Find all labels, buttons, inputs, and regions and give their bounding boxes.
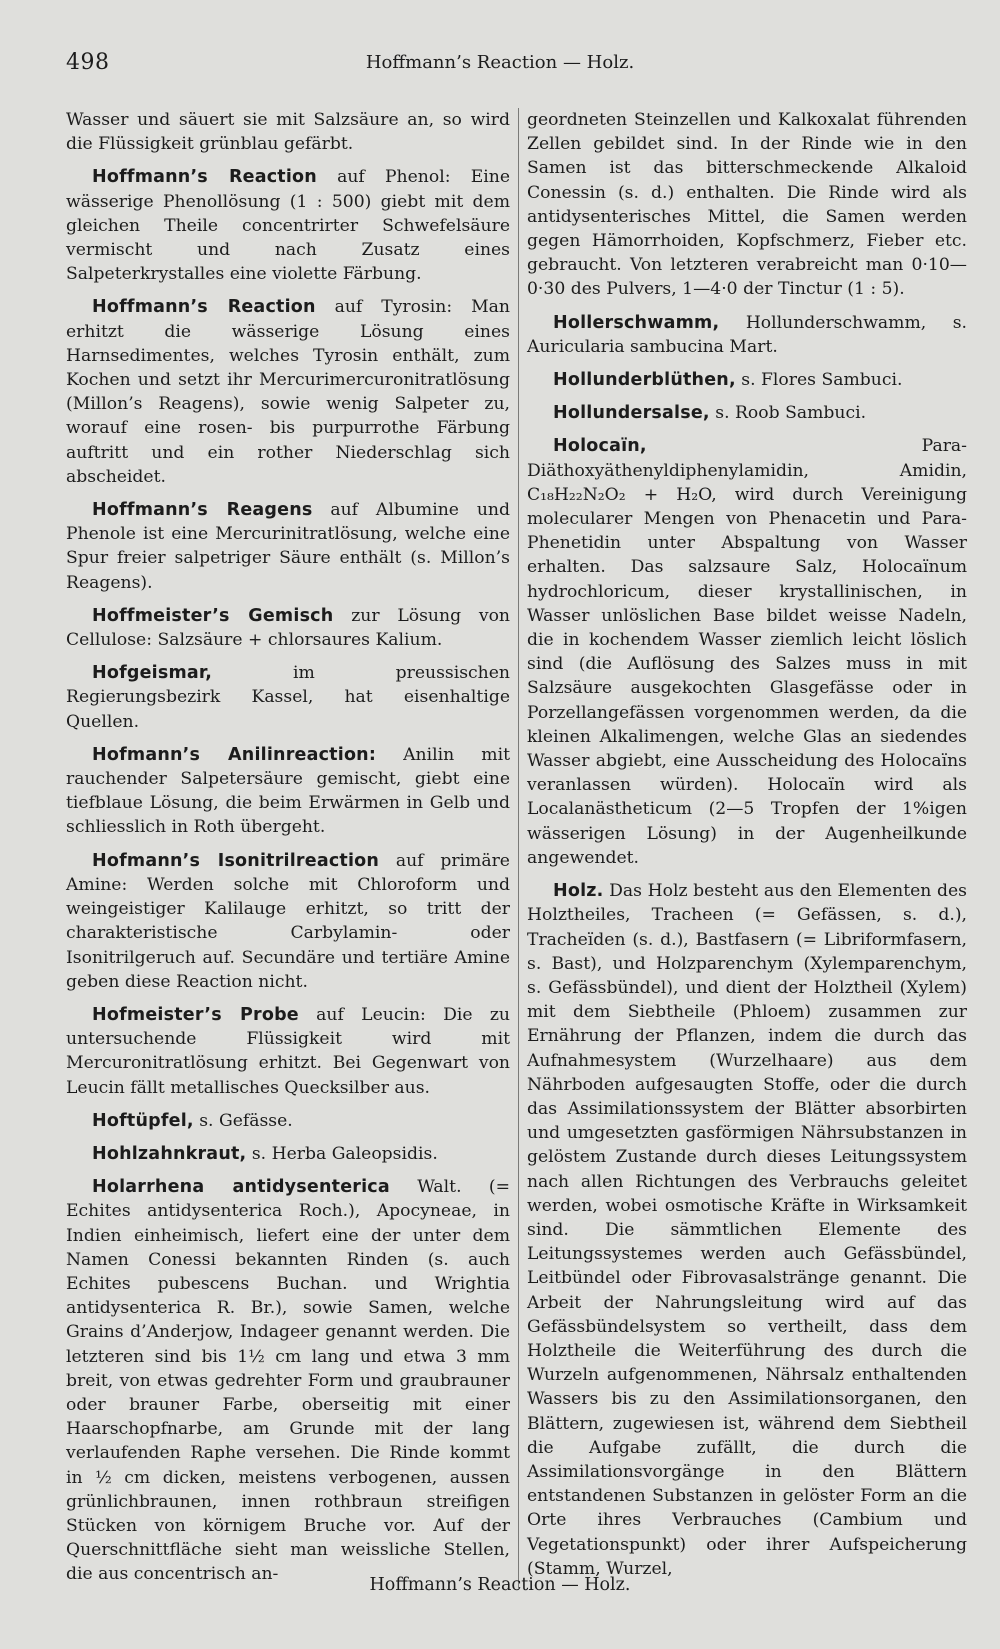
entry-headword: Hoffmann’s Reaction: [92, 297, 316, 318]
entry-text: Para-Diäthoxyäthenyldiphenylamidin, Amidin, C₁₈H₂₂N₂O₂ + H₂O, wird durch Vereinigung molecularer Mengen von Phenacetin und Para-Phenetidin unter Abspaltung von Wasser erhalten. Das salzsaure Salz, Holocaïnum hydrochloricum, dieser krystallinischen, in Wasser unlöslichen Base bildet weisse Nadeln, die in kochendem Wasser ziemlich leicht löslich sind (die Auflösung des Salzes muss in mit Salzsäure ausgekochten Glasgefässe oder in Porzellangefässen vorgenommen werden, da die kleinen Alkalimengen, welche Glas an siedendes Wasser abgiebt, eine Ausscheidung des Holocaïns veranlassen würden). Holocaïn wird als Localanästheticum (2—5 Tropfen der 1%igen wässerigen Lösung) in der Augenheilkunde angewendet.: [527, 436, 967, 868]
dictionary-entry: [527, 311, 967, 359]
entry-text: s. Herba Galeopsidis.: [246, 1143, 438, 1164]
page-footer: Hoffmann’s Reaction — Holz.: [369, 1575, 631, 1595]
dictionary-entry: [66, 849, 510, 994]
entry-text: Anilin mit rauchender Salpetersäure gemischt, giebt eine tiefblaue Lösung, die beim Erwärmen in Gelb und schliesslich in Roth übergeht.: [66, 744, 510, 838]
entry-headword: Hoftüpfel,: [92, 1110, 194, 1131]
dictionary-entry: [66, 498, 510, 595]
entry-text: auf Phenol: Eine wässerige Phenollösung (1 : 500) giebt mit dem gleichen Theile concentrirter Schwefelsäure vermischt und nach Zusatz eines Salpeterkrystalles eine violette Färbung.: [66, 167, 510, 285]
entry-headword: Hofgeismar,: [92, 663, 213, 684]
dictionary-entry: [66, 1109, 510, 1133]
dictionary-entry: [66, 604, 510, 652]
column-divider: [518, 108, 519, 1588]
dictionary-entry: [527, 879, 967, 1581]
dictionary-entry: [66, 165, 510, 286]
entry-text: s. Flores Sambuci.: [735, 370, 903, 391]
entry-headword: Holocaïn,: [553, 436, 647, 457]
entry-headword: Hofmann’s Isonitrilreaction: [92, 850, 380, 871]
entry-text: auf Tyrosin: Man erhitzt die wässerige Lösung eines Harnsedimentes, welches Tyrosin enthält, zum Kochen und setzt ihr Mercurimercuronitratlösung (Millon’s Reagens), sowie wenig Salpeter zu, worauf eine rosen- bis purpurrothe Färbung auftritt und ein rother Niederschlag sich abscheidet.: [66, 297, 511, 487]
entry-headword: Hollundersalse,: [553, 403, 710, 424]
entry-text: geordneten Steinzellen und Kalkoxalat führenden Zellen gebildet sind. In der Rinde wie in den Samen ist das bitterschmeckende Alkaloid Conessin (s. d.) enthalten. Die Rinde wird als antidysenterisches Mittel, die Samen werden gegen Hämorrhoiden, Kopfschmerz, Fieber etc. gebraucht. Von letzteren verabreicht man 0·10—0·30 des Pulvers, 1—4·0 der Tinctur (1 : 5).: [527, 110, 967, 300]
entry-text: Wasser und säuert sie mit Salzsäure an, so wird die Flüssigkeit grünblau gefärbt.: [66, 110, 510, 155]
entry-text: auf Albumine und Phenole ist eine Mercurinitratlösung, welche eine Spur freier salpetriger Säure enthält (s. Millon’s Reagens).: [66, 500, 510, 593]
entry-text: auf primäre Amine: Werden solche mit Chloroform und weingeistiger Kalilauge erhitzt, so tritt der charakteristische Carbylamin- oder Isonitrilgeruch auf. Secundäre und tertiäre Amine geben diese Reaction nicht.: [66, 850, 510, 992]
entry-headword: Holarrhena antidysenterica: [92, 1177, 390, 1198]
dictionary-entry: [527, 108, 967, 302]
page-header: [66, 50, 934, 82]
entry-headword: Hoffmeister’s Gemisch: [92, 605, 334, 626]
dictionary-entry: [66, 295, 510, 489]
entry-headword: Hollerschwamm,: [553, 312, 720, 333]
dictionary-entry: [66, 108, 510, 156]
entry-headword: Hoffmann’s Reaction: [92, 167, 317, 188]
entry-headword: Holz.: [553, 881, 604, 902]
left-column: [66, 108, 510, 1596]
entry-text: im preussischen Regierungsbezirk Kassel, hat eisenhaltige Quellen.: [66, 663, 510, 732]
right-column: [527, 108, 967, 1590]
entry-text: zur Lösung von Cellulose: Salzsäure + chlorsaures Kalium.: [66, 605, 510, 651]
dictionary-entry: [527, 368, 967, 392]
entry-text: Das Holz besteht aus den Elementen des Holztheiles, Tracheen (= Gefässen, s. d.), Tracheïden (s. d.), Bastfasern (= Libriformfasern, s. Bast), und Holzparenchym (Xylemparenchym, s. Gefässbündel), und dient der Holztheil (Xylem) mit dem Siebtheile (Phloem) zusammen zur Ernährung der Pflanzen, indem die durch das Aufnahmesystem (Wurzelhaare) aus dem Nährboden aufgesaugten Stoffe, oder die durch das Assimilationssystem der Blätter absorbirten und umgesetzten gasförmigen Nährsubstanzen in gelöstem Zustande durch dieses Leitungssystem nach allen Richtungen des Verbrauchs geleitet werden, wobei osmotische Kräfte in Wirksamkeit sind. Die sämmtlichen Elemente des Leitungssystemes werden auch Gefässbündel, Leitbündel oder Fibrovasalstränge genannt. Die Arbeit der Nahrungsleitung wird auf das Gefässbündelsystem so vertheilt, dass dem Holztheile die Weiterführung des durch die Wurzeln aufgenommenen, Nährsalz enthaltenden Wassers bis zu den Assimilationsorganen, den Blättern, zugewiesen ist, während dem Siebtheil die Aufgabe zufällt, die durch die Assimilationsvorgänge in den Blättern entstandenen Substanzen in gelöster Form an die Orte ihres Verbrauches (Cambium und Vegetationspunkt) oder ihrer Aufspeicherung (Stamm, Wurzel,: [527, 881, 967, 1579]
entry-text: Walt. (= Echites antidysenterica Roch.), Apocyneae, in Indien einheimisch, liefert eine der unter dem Namen Conessi bekannten Rinden (s. auch Echites pubescens Buchan. und Wrightia antidysenterica R. Br.), sowie Samen, welche Grains d’Anderjow, Indageer genannt werden. Die letzteren sind bis 1½ cm lang und etwa 3 mm breit, von etwas gedrehter Form und graubrauner oder brauner Farbe, oberseitig mit einer Haarschopfnarbe, am Grunde mit der lang verlaufenden Raphe versehen. Die Rinde kommt in ½ cm dicken, meistens verbogenen, aussen grünlichbraunen, innen rothbraun streifigen Stücken von körnigem Bruche vor. Auf der Querschnittfläche sieht man weissliche Stellen, die aus concentrisch an-: [66, 1177, 511, 1585]
dictionary-entry: [66, 1175, 510, 1586]
dictionary-entry: [66, 1142, 510, 1166]
entry-headword: Hofmeister’s Probe: [92, 1004, 299, 1025]
entry-headword: Hoffmann’s Reagens: [92, 500, 313, 521]
dictionary-entry: [527, 434, 967, 870]
dictionary-entry: [66, 661, 510, 734]
running-title: Hoffmann’s Reaction — Holz.: [365, 52, 635, 73]
dictionary-entry: [66, 743, 510, 840]
page-number: 498: [66, 50, 110, 75]
dictionary-entry: [66, 1003, 510, 1100]
dictionary-entry: [527, 401, 967, 425]
entry-headword: Hollunderblüthen,: [553, 370, 736, 391]
entry-text: s. Gefässe.: [193, 1110, 293, 1131]
entry-text: s. Roob Sambuci.: [709, 403, 867, 424]
entry-headword: Hohlzahnkraut,: [92, 1143, 247, 1164]
entry-text: auf Leucin: Die zu untersuchende Flüssigkeit wird mit Mercuronitratlösung erhitzt. Bei Gegenwart von Leucin fällt metallisches Quecksilber aus.: [66, 1004, 510, 1098]
entry-text: Hollunderschwamm, s. Auricularia sambucina Mart.: [527, 312, 967, 357]
entry-headword: Hofmann’s Anilinreaction:: [92, 744, 377, 765]
